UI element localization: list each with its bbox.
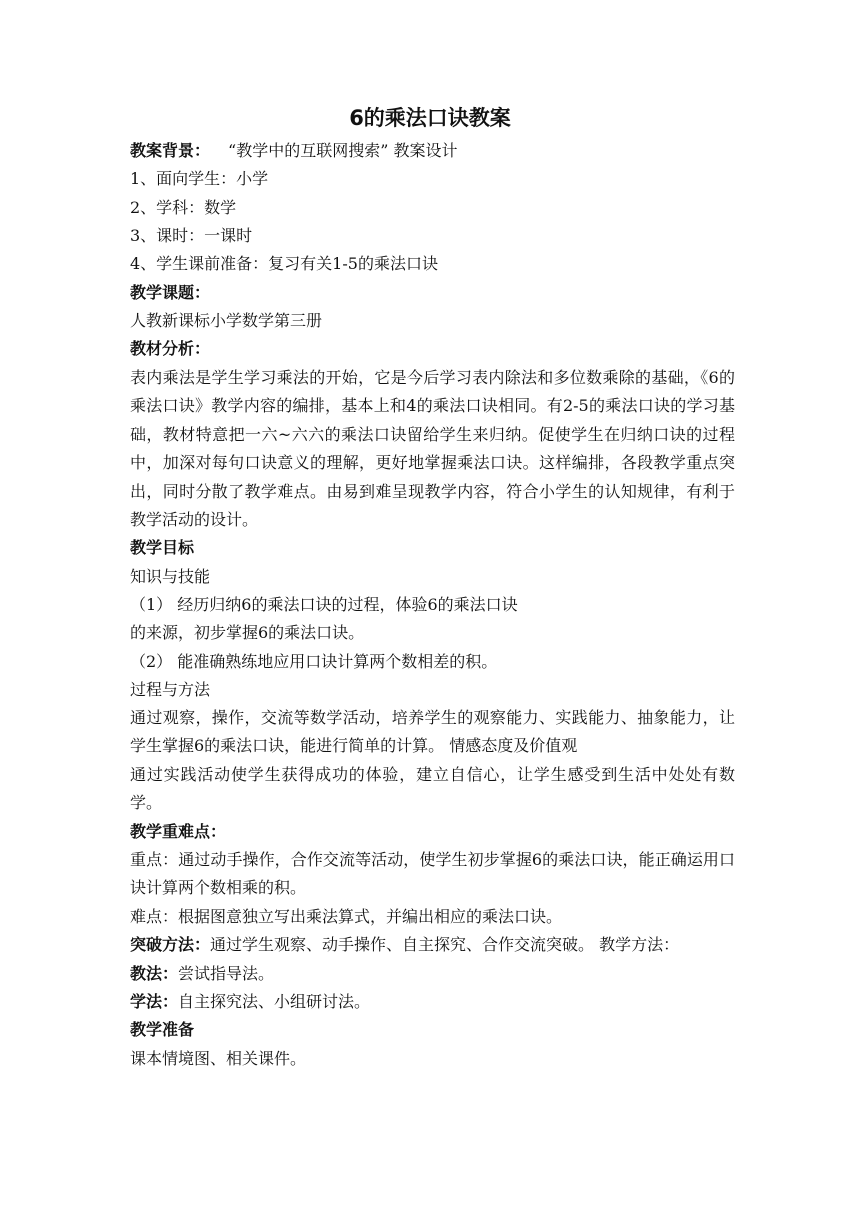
emotion-text: 通过实践活动使学生获得成功的体验，建立自信心，让学生感受到生活中处处有数学。 <box>130 765 735 813</box>
goal-item-2: （2） 能准确熟练地应用口诀计算两个数相差的积。 <box>130 652 498 671</box>
breakthrough-label: 突破方法： <box>130 935 211 954</box>
info-item-1: 1、面向学生：小学 <box>130 169 269 188</box>
goals-heading: 教学目标 <box>130 538 195 557</box>
learning-method-label: 学法： <box>130 992 179 1011</box>
analysis-text: 表内乘法是学生学习乘法的开始，它是今后学习表内除法和多位数乘除的基础，《6的乘法口诀》教学内容的编排，基本上和4的乘法口诀相同。有2-5的乘法口诀的学习基础，教材特意把一六~六六的乘法口诀留给学生来归纳。促使学生在归纳口诀的过程中，加深对每句口诀意义的理解，更好地掌握乘法口诀。这样编排，各段教学重点突出，同时分散了教学难点。由易到难呈现教学内容，符合小学生的认知规律，有利于教学活动的设计。 <box>130 368 735 530</box>
teaching-method-text: 尝试指导法。 <box>178 964 275 983</box>
topic-heading: 教学课题： <box>130 283 211 302</box>
analysis-heading: 教材分析： <box>130 339 211 358</box>
difficulty-text: 难点：根据图意独立写出乘法算式，并编出相应的乘法口诀。 <box>130 907 563 926</box>
goal-item-1-line-2: 的来源，初步掌握6的乘法口诀。 <box>130 623 365 642</box>
teaching-method-line <box>130 960 735 988</box>
background-label: 教案背景： <box>130 141 211 160</box>
breakthrough-line <box>130 931 735 959</box>
knowledge-heading: 知识与技能 <box>130 567 211 586</box>
background-value: “教学中的互联网搜索” 教案设计 <box>228 141 458 160</box>
process-text: 通过观察，操作，交流等数学活动，培养学生的观察能力、实践能力、抽象能力，让学生掌握6的乘法口诀，能进行简单的计算。 情感态度及价值观 <box>130 708 735 756</box>
key-points-heading: 教学重难点： <box>130 822 227 841</box>
background-line <box>130 137 735 165</box>
teaching-method-label: 教法： <box>130 964 179 983</box>
info-item-4: 4、学生课前准备：复习有关1-5的乘法口诀 <box>130 254 438 273</box>
goal-item-1-line-1: （1） 经历归纳6的乘法口诀的过程，体验6的乘法口诀 <box>130 595 518 614</box>
preparation-heading: 教学准备 <box>130 1020 195 1039</box>
breakthrough-text: 通过学生观察、动手操作、自主探究、合作交流突破。 教学方法： <box>210 935 680 954</box>
info-item-3: 3、课时：一课时 <box>130 226 253 245</box>
info-item-2: 2、学科：数学 <box>130 198 237 217</box>
document-title: 6的乘法口诀教案 <box>349 106 511 130</box>
learning-method-line <box>130 988 735 1016</box>
learning-method-text: 自主探究法、小组研讨法。 <box>178 992 371 1011</box>
preparation-text: 课本情境图、相关课件。 <box>130 1049 307 1068</box>
process-heading: 过程与方法 <box>130 680 211 699</box>
key-point-text: 重点：通过动手操作，合作交流等活动，使学生初步掌握6的乘法口诀，能正确运用口诀计算两个数相乘的积。 <box>130 850 735 898</box>
topic-text: 人教新课标小学数学第三册 <box>130 311 323 330</box>
